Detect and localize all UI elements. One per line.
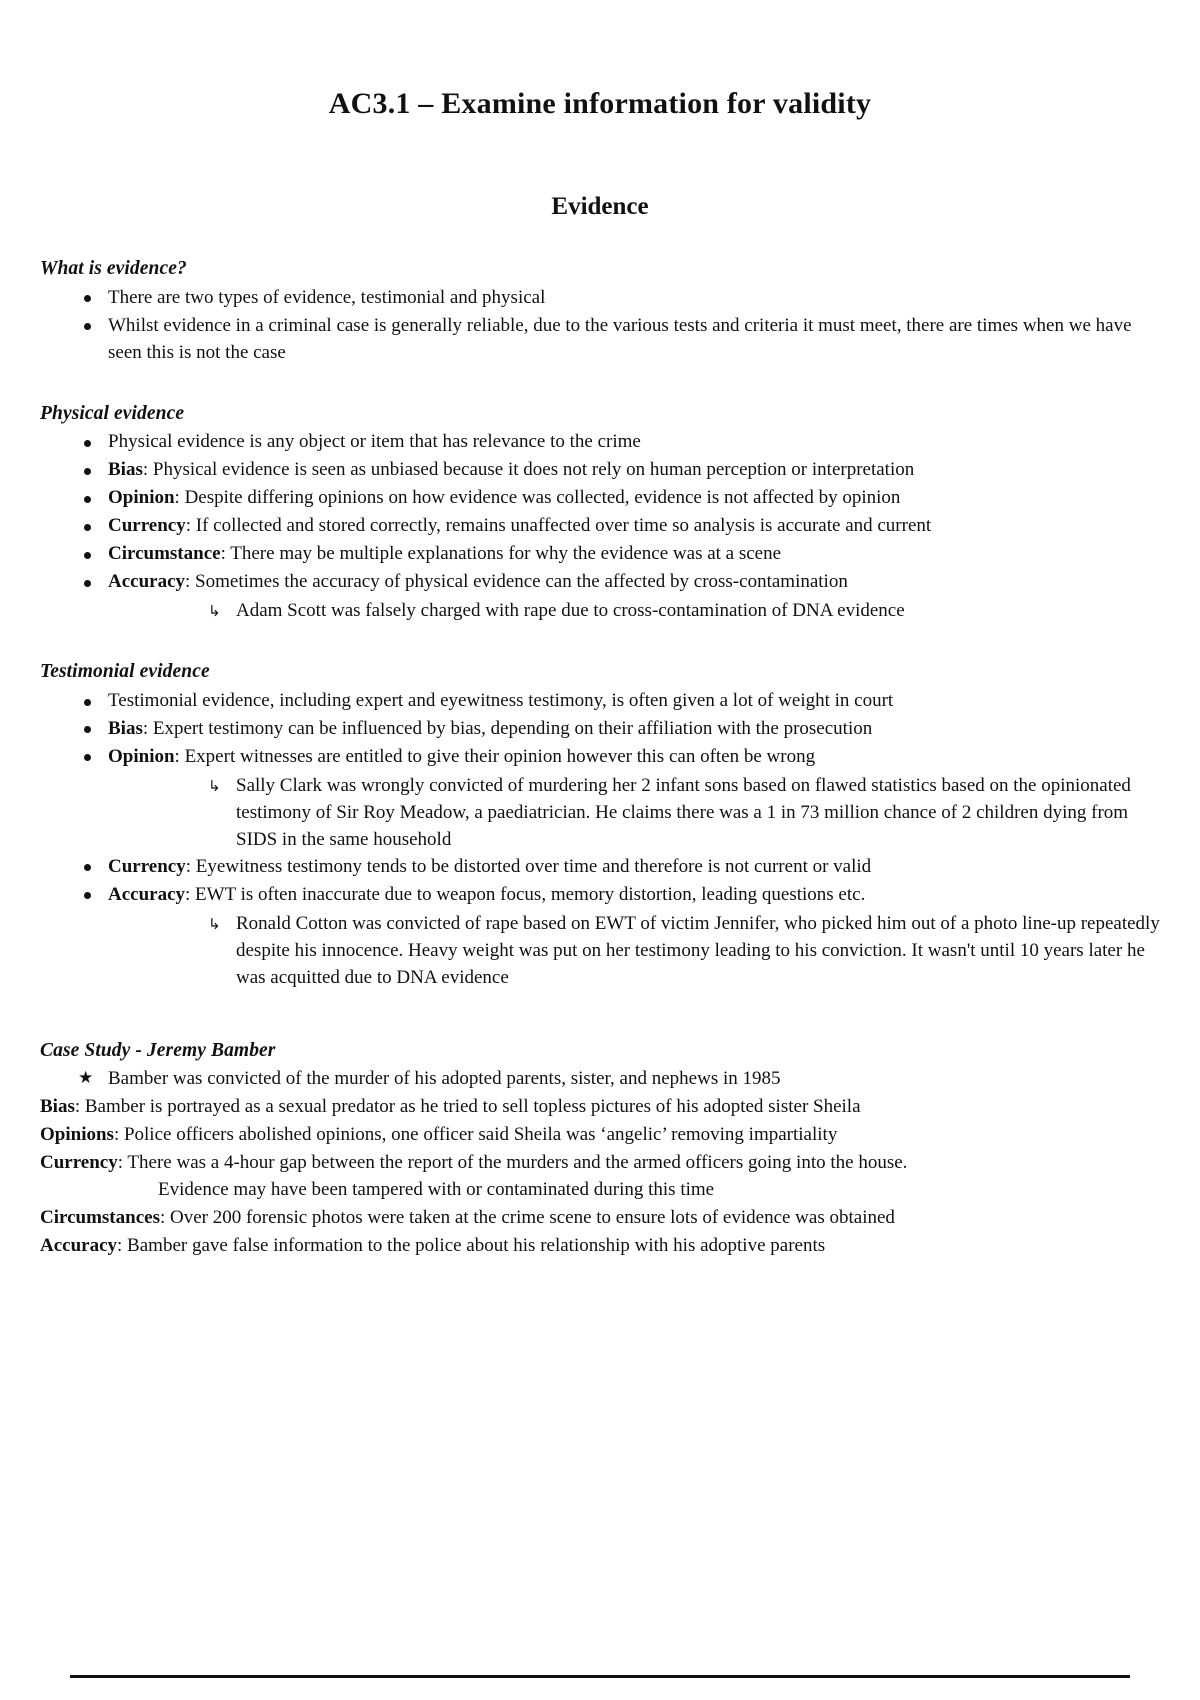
bullet-icon [84, 552, 91, 559]
case-study-text: : Over 200 forensic photos were taken at the crime scene to ensure lots of evidence was obtained [159, 1207, 895, 1229]
page-bottom-rule [70, 1675, 1130, 1678]
case-study-line-accuracy [40, 1233, 1160, 1260]
case-study-text: : Bamber is portrayed as a sexual predator as he tried to sell topless pictures of his adopted sister Sheila [74, 1096, 861, 1118]
list-item-text: Testimonial evidence, including expert and eyewitness testimony, is often given a lot of weight in court [108, 689, 894, 711]
section-title: Evidence [551, 193, 649, 220]
case-study-line-currency [40, 1150, 1160, 1204]
bullet-icon [84, 295, 91, 302]
case-study-label: Opinions [40, 1124, 114, 1146]
group-case-study [40, 1038, 1160, 1261]
subnote-adam-scott [40, 598, 1160, 625]
bullet-icon [84, 754, 91, 761]
case-study-text: : Bamber gave false information to the police about his relationship with his adoptive parents [117, 1235, 826, 1257]
bullet-icon [84, 699, 91, 706]
list-item-text: Whilst evidence in a criminal case is generally reliable, due to the various tests and criteria it must meet, there are times when we have seen this is not the case [108, 314, 1132, 363]
group-heading-testimonial-evidence: Testimonial evidence [40, 661, 210, 683]
group-physical-evidence [40, 401, 1160, 626]
case-study-label: Currency [40, 1152, 118, 1174]
list-item [40, 429, 1160, 456]
group-what-is-evidence [40, 256, 1160, 367]
bullet-list-physical-evidence [40, 429, 1160, 596]
case-study-line-opinions [40, 1122, 1160, 1149]
case-study-text: : Police officers abolished opinions, one officer said Sheila was ‘angelic’ removing impartiality [113, 1124, 838, 1146]
list-item-label: Opinion [108, 745, 175, 767]
case-study-text: : There was a 4-hour gap between the report of the murders and the armed officers going into the house. [117, 1152, 908, 1174]
list-item [40, 1066, 1160, 1093]
list-item-label: Currency [108, 515, 186, 537]
list-item [40, 744, 1160, 771]
case-study-continuation: Evidence may have been tampered with or contaminated during this time [158, 1179, 715, 1201]
list-item-label: Currency [108, 855, 186, 877]
list-item-label: Bias [108, 717, 143, 739]
bullet-icon [84, 580, 91, 587]
bullet-list-testimonial-bottom [40, 854, 1160, 909]
group-heading-physical-evidence: Physical evidence [40, 402, 185, 424]
subnote-text: Ronald Cotton was convicted of rape based on EWT of victim Jennifer, who picked him out of a photo line-up repeatedly despite his innocence. Heavy weight was put on her testimony leading to his conviction. It wasn't until 10 years later he was acquitted due to DNA evidence [236, 912, 1160, 988]
list-item-text: : Physical evidence is seen as unbiased because it does not rely on human perception or interpretation [142, 459, 915, 481]
list-item-label: Accuracy [108, 883, 186, 905]
bullet-icon [84, 726, 91, 733]
list-item [40, 569, 1160, 596]
list-item [40, 688, 1160, 715]
list-item-text: : EWT is often inaccurate due to weapon focus, memory distortion, leading questions etc. [185, 883, 866, 905]
list-item-text: Bamber was convicted of the murder of his adopted parents, sister, and nephews in 1985 [108, 1068, 781, 1090]
subnote-text: Adam Scott was falsely charged with rape due to cross-contamination of DNA evidence [236, 600, 905, 622]
list-item-text: : Expert testimony can be influenced by bias, depending on their affiliation with the prosecution [142, 717, 873, 739]
list-item-text: Physical evidence is any object or item that has relevance to the crime [108, 431, 641, 453]
case-study-label: Circumstances [40, 1207, 160, 1229]
bullet-list-case-study [40, 1066, 1160, 1093]
list-item-label: Circumstance [108, 543, 221, 565]
bullet-icon [84, 892, 91, 899]
bullet-list-testimonial-top [40, 688, 1160, 771]
bullet-icon [84, 496, 91, 503]
list-item [40, 541, 1160, 568]
subnote-sally-clark [40, 773, 1160, 854]
star-icon: ★ [78, 1068, 94, 1088]
list-item-text: : Despite differing opinions on how evidence was collected, evidence is not affected by opinion [174, 487, 901, 509]
bullet-icon [84, 864, 91, 871]
list-item-text: There are two types of evidence, testimonial and physical [108, 286, 546, 308]
bullet-icon [84, 323, 91, 330]
list-item-label: Opinion [108, 487, 175, 509]
list-item [40, 457, 1160, 484]
bullet-list-what-is-evidence [40, 285, 1160, 367]
case-study-label: Bias [40, 1096, 75, 1118]
list-item-text: : Expert witnesses are entitled to give their opinion however this can often be wrong [174, 745, 816, 767]
subnote-ronald-cotton [40, 911, 1160, 992]
group-testimonial-evidence [40, 659, 1160, 991]
bullet-icon [84, 440, 91, 447]
list-item-text: : Eyewitness testimony tends to be distorted over time and therefore is not current or valid [185, 855, 872, 877]
list-item-label: Accuracy [108, 571, 186, 593]
list-item [40, 285, 1160, 312]
case-study-label: Accuracy [40, 1235, 118, 1257]
list-item-text: : Sometimes the accuracy of physical evidence can the affected by cross-contamination [185, 571, 848, 593]
list-item [40, 313, 1160, 367]
subnote-text: Sally Clark was wrongly convicted of murdering her 2 infant sons based on flawed statistics based on the opinionated testimony of Sir Roy Meadow, a paediatrician. He claims there was a 1 in 73 million chance of 2 children dying from SIDS in the same household [236, 774, 1131, 850]
bullet-icon [84, 524, 91, 531]
list-item [40, 485, 1160, 512]
group-heading-what-is-evidence: What is evidence? [40, 258, 187, 279]
list-item [40, 882, 1160, 909]
list-item-text: : There may be multiple explanations for why the evidence was at a scene [220, 543, 782, 565]
sub-arrow-icon: ↳ [208, 776, 221, 795]
case-study-line-bias [40, 1094, 1160, 1121]
page-title: AC3.1 – Examine information for validity [328, 87, 872, 120]
case-study-line-circumstances [40, 1205, 1160, 1232]
bullet-icon [84, 468, 91, 475]
sub-arrow-icon: ↳ [208, 914, 221, 933]
list-item-label: Bias [108, 459, 143, 481]
sub-arrow-icon: ↳ [208, 602, 221, 621]
list-item-text: : If collected and stored correctly, remains unaffected over time so analysis is accurate and current [185, 515, 932, 537]
list-item [40, 716, 1160, 743]
group-heading-case-study: Case Study - Jeremy Bamber [40, 1039, 276, 1061]
list-item [40, 854, 1160, 881]
list-item [40, 513, 1160, 540]
